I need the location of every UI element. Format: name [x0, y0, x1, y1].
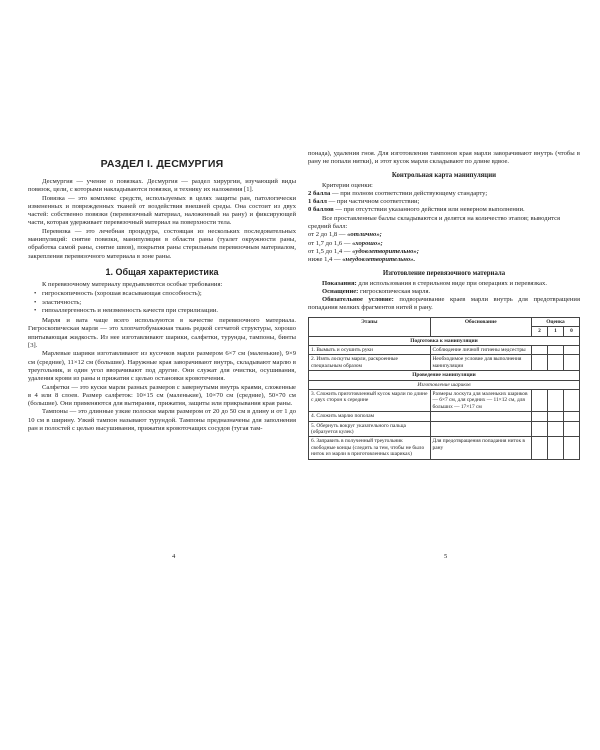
criterion-text: — при частичном соответствии;: [327, 198, 420, 206]
paragraph-napkins: Салфетки — это куски марли разных размеров с завернутыми внутрь краями, сложенные в 4 или 8 слоев. Размер салфеток: 10×15 см (маленькие), 10×70 см (средние), 50×70 см (большие). Они применяются для вытирания, прижатия, защиты или прикрывания края раны.: [28, 383, 296, 408]
grade-label: «хорошо»;: [352, 239, 383, 247]
paragraph-scoring: Все проставленные баллы складываются и делятся на количество этапов; выводится средний балл:: [308, 214, 561, 231]
col-stages: Этапы: [309, 317, 431, 336]
paragraph-bandage: Повязка — это комплекс средств, используемых в целях защиты ран, патологически измененных и поврежденных тканей от воздействия внешней среды. Она состоит из двух частей: собственно повязки (перевязочный материал, наложенный на рану) и фиксирующей части, которая удерживает перевязочный материал на поверхности тела.: [28, 194, 296, 227]
manipulation-table: [308, 317, 580, 460]
criteria-title: Критерии оценки:: [322, 181, 373, 189]
subsection-heading: 1. Общая характеристика: [105, 266, 219, 277]
reason-cell: Размеры лоскута для маленьких шариков — 6×7 см, для средних — 11×12 см, для больших — 17×17 см: [430, 390, 531, 412]
manufacture-heading: Изготовление перевязочного материала: [382, 269, 506, 277]
criterion-text: — при полном соответствии действующему стандарту;: [330, 189, 488, 197]
paragraph-requirements: К перевязочному материалу предъявляются особые требования:: [42, 280, 223, 288]
paragraph-balls: Марлевые шарики изготавливают из кусочков марли размером 6×7 см (маленькие), 9×9 см (средние), 11×12 см (большие). Наружные края заворачивают внутрь, складывают марлю в треугольник, и один угол вворачивают под другие. Они служат для очистки, осушивания, удаления крови из раны и прижатия с целью остановки кровотечения.: [28, 350, 296, 383]
control-card-heading: Контрольная карта манипуляции: [391, 171, 497, 179]
table-subsection: Изготовление шариков: [309, 380, 580, 389]
stage-cell: 6. Заправить в полученный треугольник свободные концы (следить за тем, чтобы не было ниток из марли в приготовленных шариках): [309, 437, 431, 459]
paragraph-desmurgy: Десмургия — учение о повязках. Десмургия — раздел хирургии, изучающий виды повязок, цели, с которыми накладываются повязки, и технику их наложения [1].: [28, 178, 296, 194]
col-score: Оценка: [532, 317, 580, 326]
left-page: [28, 150, 296, 605]
table-row: [309, 345, 580, 354]
equipment-text: гигроскопическая марля.: [358, 287, 431, 295]
equipment-label: Оснащение:: [322, 287, 359, 295]
table-section: Подготовка к манипуляции: [309, 336, 580, 345]
paragraph-gauze: Марля и вата чаще всего используются в качестве перевязочного материала. Гигроскопическая марля — это хлопчатобумажная ткань редкой сетчатой структуры, хорошо впитывающая жидкость. Из нее изготавливают шарики, салфетки, турунды, тампоны, бинты [3].: [28, 317, 296, 350]
table-section: Проведение манипуляции: [309, 371, 580, 380]
score-1: 1: [548, 327, 564, 336]
grade-range: ниже 1,4 —: [308, 256, 343, 264]
condition-label: Обязательное условие:: [322, 296, 394, 304]
table-row: [309, 390, 580, 412]
stage-cell: 3. Сложить приготовленный кусок марли по длине с двух сторон к середине: [309, 390, 431, 412]
stage-cell: 2. Изять лоскуты марли, раскроенные специальным образом: [309, 355, 431, 371]
criterion-label: 2 балла: [308, 189, 331, 197]
page-number-left: 4: [172, 553, 176, 560]
reason-cell: Для предотвращения попадания ниток в рану: [430, 437, 531, 459]
paragraph-dressing: Перевязка — это лечебная процедура, состоящая из нескольких последовательных манипуляций: снятие повязки, манипуляции в области раны (туалет окружности раны, обработка самой раны, снятие швов), покрытия раны стерильным перевязочным материалом, закрепления перевязочного материала в зоне раны.: [28, 227, 296, 260]
list-item: • эластичность;: [42, 299, 296, 307]
requirements-list: [28, 290, 296, 315]
score-0: 0: [564, 327, 580, 336]
section-heading: РАЗДЕЛ I. ДЕСМУРГИЯ: [100, 158, 224, 170]
col-reason: Обоснование: [430, 317, 531, 336]
page-number-right: 5: [444, 553, 448, 560]
grade-range: от 1,5 до 1,4 —: [308, 247, 353, 255]
indications-label: Показания:: [322, 279, 357, 287]
table-row: [309, 421, 580, 437]
table-row: [309, 412, 580, 421]
grade-label: «удовлетворительно»;: [352, 247, 419, 255]
grade-label: «неудовлетворительно».: [342, 256, 416, 264]
stage-cell: 1. Вымыть и осушить руки: [309, 345, 431, 354]
list-item: • гигроскопичность (хорошая всасывающая способность);: [42, 290, 296, 298]
paragraph-tampons: Тампоны — это длинные узкие полоски марли размером от 20 до 50 см в длину и от 1 до 10 см в ширину. Узкий тампон называют турундой. Тампоны предназначены для заполнения ран и полостей с целью высушивания, прижатия кровоточащих сосудов (тугая там-: [28, 408, 296, 433]
grade-label: «отлично»;: [347, 231, 382, 239]
table-row: [309, 355, 580, 371]
indications-text: для использования в стерильном виде при операциях и перевязках.: [356, 279, 547, 287]
table-row: [309, 437, 580, 459]
reason-cell: Соблюдение личной гигиены медсестры: [430, 345, 531, 354]
stage-cell: 4. Сложить марлю пополам: [309, 412, 431, 421]
condition-text: подворачивание краев марли внутрь для предотвращения попадания мелких фрагментов нитей в рану.: [308, 296, 580, 312]
grade-range: от 2 до 1,8 —: [308, 231, 348, 239]
stage-cell: 5. Обернуть вокруг указательного пальца (образуется кулек): [309, 421, 431, 437]
criteria-block: [308, 182, 580, 265]
criterion-text: — при отсутствии указанного действия или неверном выполнении.: [333, 206, 525, 214]
grade-range: от 1,7 до 1,6 —: [308, 239, 353, 247]
right-page: [308, 150, 580, 605]
reason-cell: Необходимое условие для выполнения манипуляции: [430, 355, 531, 371]
score-2: 2: [532, 327, 548, 336]
criterion-label: 0 баллов: [308, 206, 334, 214]
criterion-label: 1 балл: [308, 198, 327, 206]
paragraph-continued: понада), удаления гноя. Для изготовления тампонов края марли заворачивают внутрь (чтобы в рану не попали нитки), и этот кусок марли складывают по длине вдвое.: [308, 150, 580, 166]
list-item: • гипоаллергенность и неизменность качеств при стерилизации.: [42, 307, 296, 315]
